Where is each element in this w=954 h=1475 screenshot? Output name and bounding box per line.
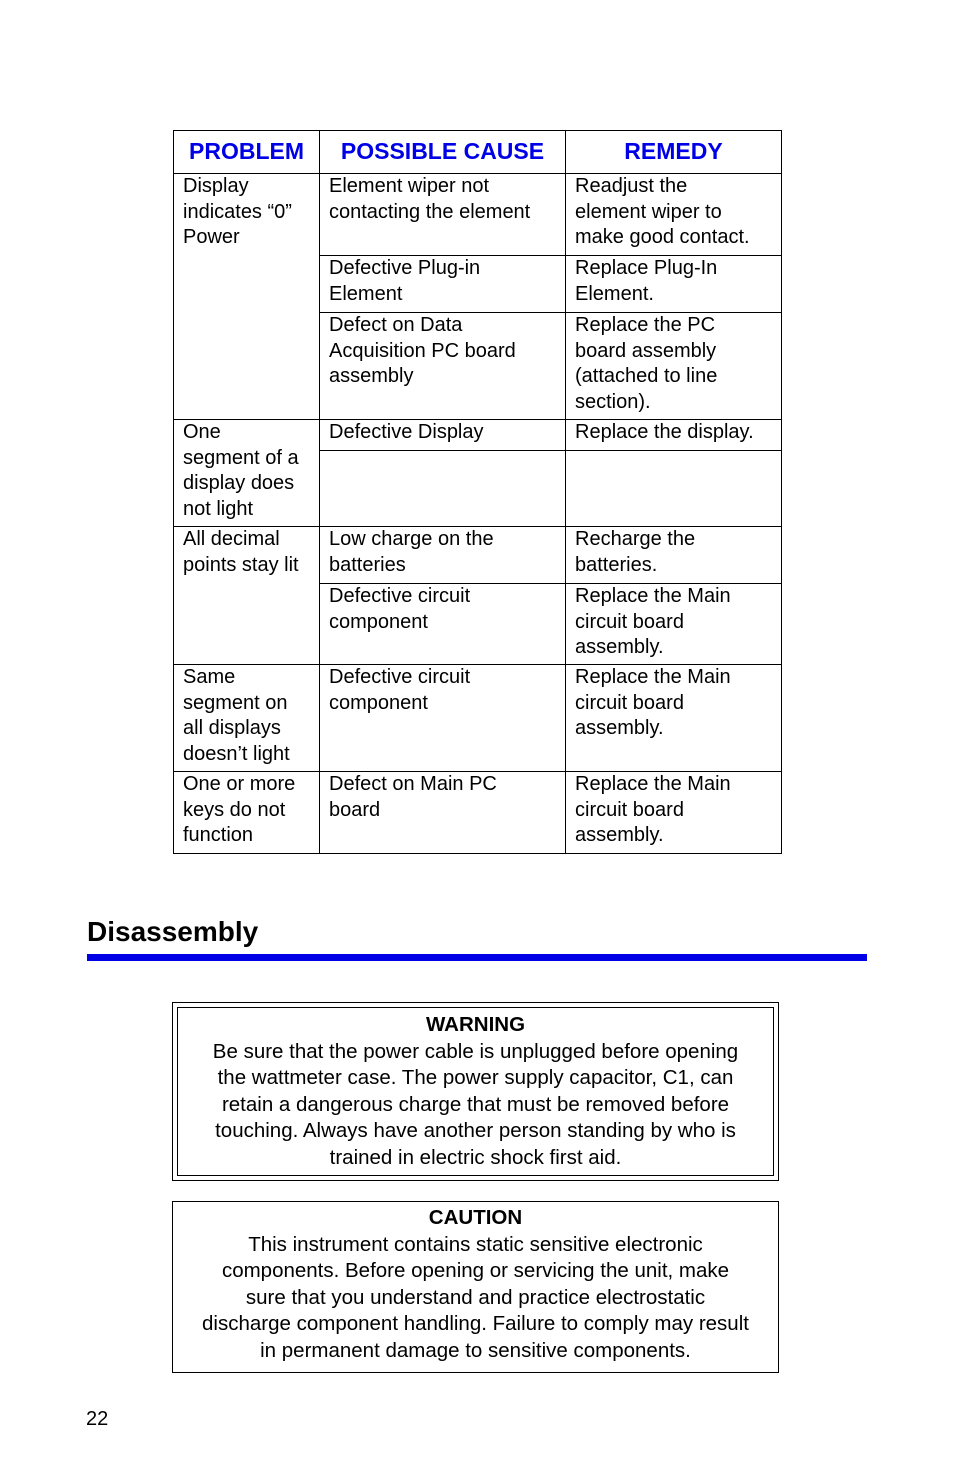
remedy-cell: [566, 420, 782, 451]
section-heading: Disassembly: [87, 916, 259, 947]
problem-text: All decimal points stay lit: [183, 528, 299, 576]
cause-text: Defective Display: [329, 421, 484, 443]
cause-cell: [320, 420, 566, 451]
remedy-cell: [566, 174, 782, 256]
caution-title: CAUTION: [428, 1206, 523, 1229]
table-row: [174, 420, 782, 451]
problem-cell: [174, 772, 320, 854]
problem-cell: [174, 420, 320, 527]
troubleshooting-table: [173, 130, 782, 854]
remedy-cell: [566, 665, 782, 772]
cause-text: Defective circuit component: [329, 585, 471, 633]
remedy-text: Replace Plug-In Element.: [575, 257, 718, 305]
table-row: [174, 665, 782, 772]
table-row: [174, 772, 782, 854]
cause-text: Defect on Data Acquisition PC board assembly: [329, 314, 516, 387]
problem-cell: [174, 527, 320, 665]
cause-text: Element wiper not contacting the element: [329, 175, 531, 223]
cause-text: Defective circuit component: [329, 666, 471, 714]
warning-title: WARNING: [425, 1013, 526, 1036]
header-problem: PROBLEM: [174, 131, 320, 174]
remedy-text: Replace the display.: [575, 421, 754, 443]
problem-text: Same segment on all displays doesn’t light: [183, 666, 290, 765]
section-divider: [87, 954, 867, 961]
remedy-cell: [566, 584, 782, 665]
table-header-row: [174, 131, 782, 174]
remedy-text: Replace the Main circuit board assembly.: [575, 773, 731, 846]
cause-cell: [320, 527, 566, 584]
remedy-text: Recharge the batteries.: [575, 528, 696, 576]
warning-body: Be sure that the power cable is unplugged before opening the wattmeter case. The power supply capacitor, C1, can retain a dangerous charge that must be removed before touching. Always have another person standing by who is trained in electric shock first aid.: [212, 1039, 739, 1169]
remedy-cell: [566, 313, 782, 420]
problem-cell: [174, 174, 320, 420]
cause-cell: [320, 256, 566, 313]
remedy-text: Replace the PC board assembly (attached to line section).: [575, 314, 718, 413]
remedy-cell: [566, 527, 782, 584]
cause-text: Defect on Main PC board: [329, 773, 497, 821]
remedy-text: Readjust the element wiper to make good contact.: [575, 175, 750, 248]
remedy-cell: [566, 772, 782, 854]
problem-text: One segment of a display does not light: [183, 421, 299, 520]
header-possible-cause: POSSIBLE CAUSE: [320, 131, 566, 174]
problem-text: Display indicates “0” Power: [183, 175, 292, 248]
remedy-text: Replace the Main circuit board assembly.: [575, 585, 731, 658]
remedy-text: Replace the Main circuit board assembly.: [575, 666, 731, 739]
caution-notice: [172, 1201, 779, 1373]
cause-cell: [320, 313, 566, 420]
cause-cell: [320, 451, 566, 527]
table-row: [174, 174, 782, 256]
cause-cell: [320, 584, 566, 665]
header-remedy: REMEDY: [566, 131, 782, 174]
cause-text: Low charge on the batteries: [329, 528, 494, 576]
page-number: 22: [86, 1408, 109, 1430]
table-row: [174, 527, 782, 584]
problem-cell: [174, 665, 320, 772]
problem-text: One or more keys do not function: [183, 773, 296, 846]
cause-cell: [320, 665, 566, 772]
warning-notice: [172, 1002, 779, 1181]
remedy-cell: [566, 451, 782, 527]
caution-body: This instrument contains static sensitive electronic components. Before opening or servicing the unit, make sure that you understand and practice electrostatic discharge component handling. Failure to comply may result in permanent damage to sensitive components.: [202, 1232, 749, 1362]
cause-text: Defective Plug-in Element: [329, 257, 481, 305]
cause-cell: [320, 174, 566, 256]
warning-inner-frame: [177, 1007, 774, 1176]
remedy-cell: [566, 256, 782, 313]
cause-cell: [320, 772, 566, 854]
